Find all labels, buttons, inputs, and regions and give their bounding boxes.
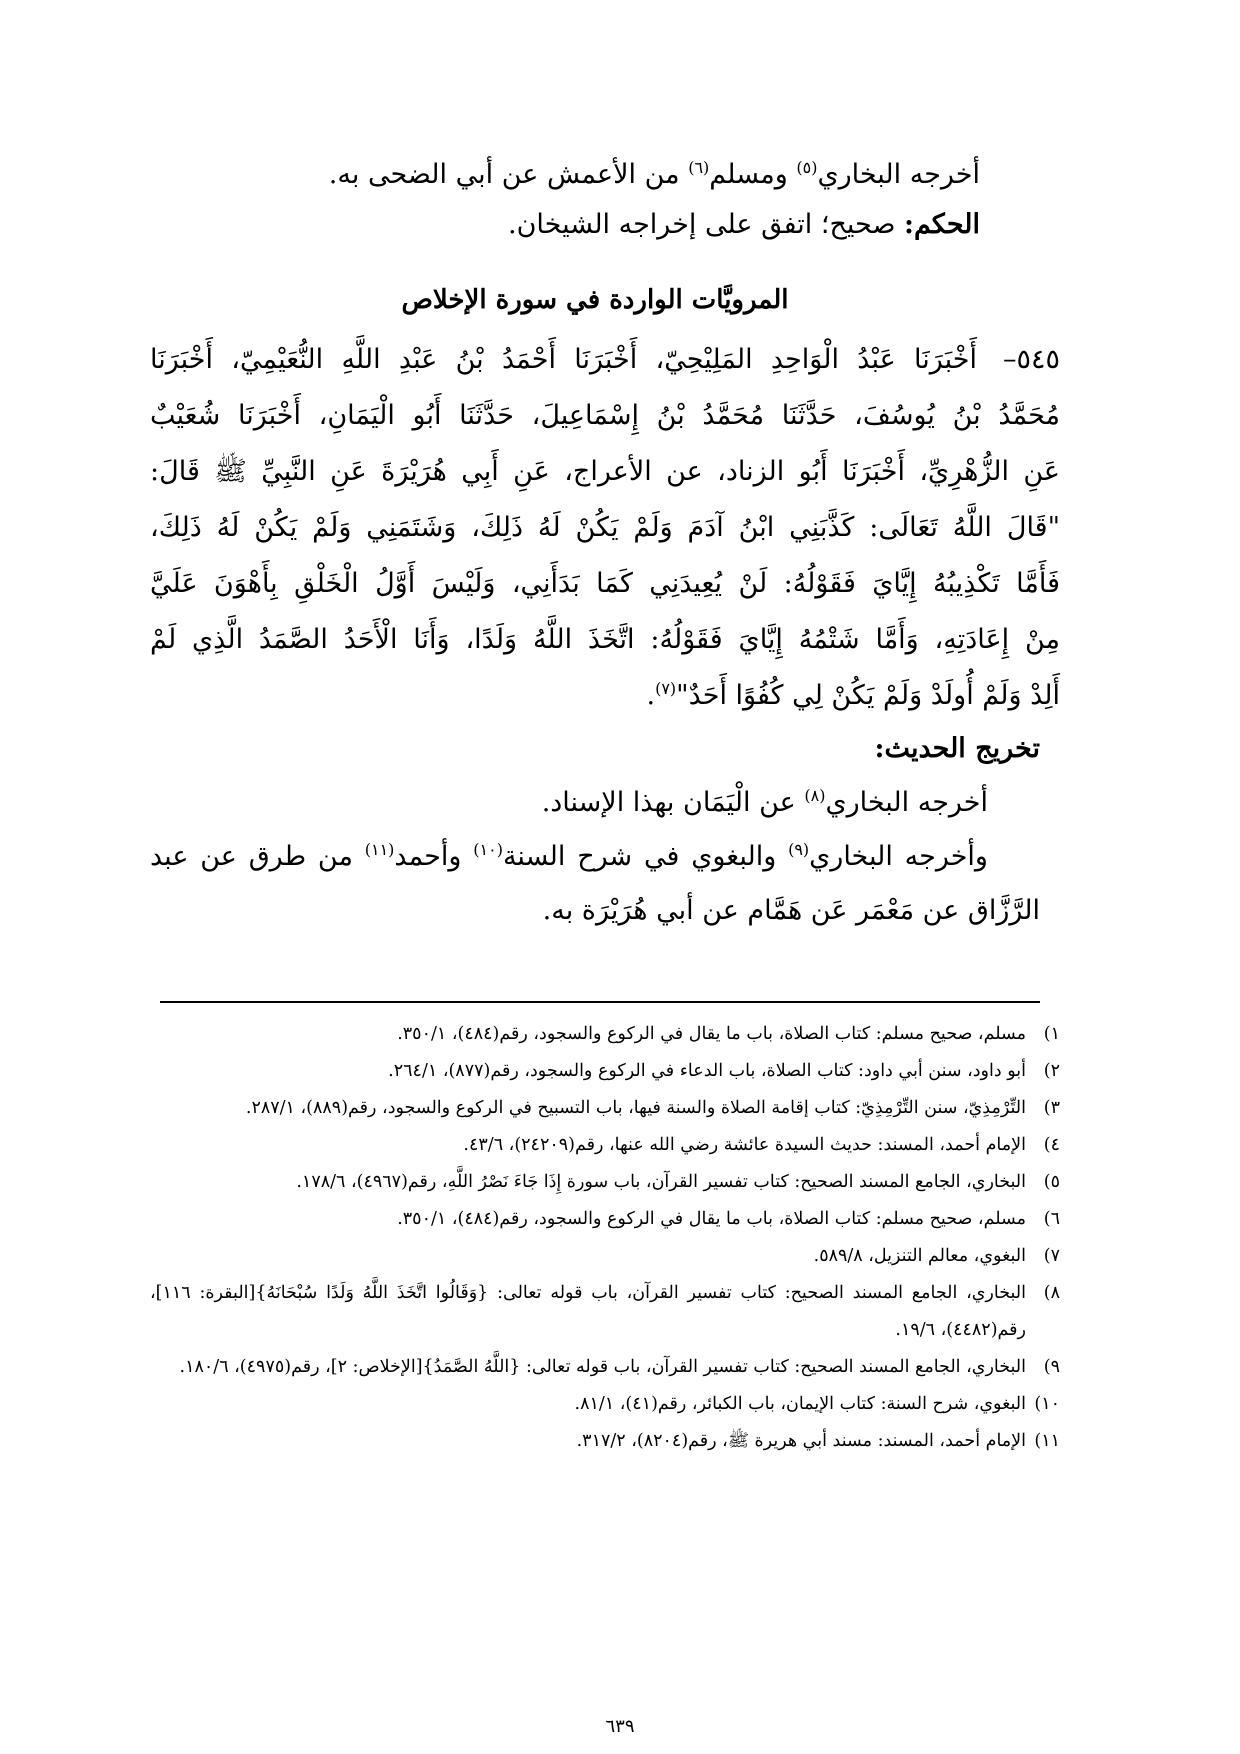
hadith-row-2: مُحَمَّدُ بْنُ يُوسُفَ، حَدَّثَنَا مُحَمَّدُ بْنُ إِسْمَاعِيلَ، حَدَّثَنَا أَبُو الْيَمَانِ، أَخْبَرَنَا شُعَيْبٌ <box>150 400 1060 431</box>
footnote-4 <box>150 1127 1060 1164</box>
hadith-row-3: عَنِ الزُّهْرِيِّ، أَخْبَرَنَا أَبُو الزناد، عن الأعراج، عَنِ أَبِي هُرَيْرَةَ عَنِ النَّبِيِّ ﷺ قَالَ: <box>150 456 1060 487</box>
footnote-5 <box>150 1164 1060 1201</box>
footnote-text: الإمام أحمد، المسند: مسند أبي هريرة ﷺ، رقم(٨٢٠٤)، ٣١٧/٢. <box>576 1431 1026 1451</box>
footnote-text: أبو داود، سنن أبي داود: كتاب الصلاة، باب الدعاء في الركوع والسجود، رقم(٨٧٧)، ٢٦٤/١. <box>388 1061 1026 1081</box>
takhrij-label: تخريج الحديث: <box>874 733 1040 764</box>
text-run: عن الْيَمَان بهذا الإسناد. <box>541 787 805 818</box>
footnotes <box>150 1016 1060 1460</box>
hadith-row-5: فَأَمَّا تَكْذِيبُهُ إِيَّايَ فَقَوْلُهُ: لَنْ يُعِيدَنِي كَمَا بَدَأَنِي، وَلَيْسَ أَوَّلُ الْخَلْقِ بِأَهْوَنَ عَلَيَّ <box>150 568 1060 599</box>
text-run: وأحمد <box>394 841 474 872</box>
footnote-text: مسلم، صحيح مسلم: كتاب الصلاة، باب ما يقال في الركوع والسجود، رقم(٤٨٤)، ٣٥٠/١. <box>397 1024 1026 1044</box>
footnote-number: ٦) <box>1043 1209 1060 1229</box>
hadith-number: ٥٤٥– <box>1002 344 1060 375</box>
hukm-text: صحيح؛ اتفق على إخراجه الشيخان. <box>508 209 904 240</box>
hadith-row-4: "قَالَ اللَّهُ تَعَالَى: كَذَّبَنِي ابْنُ آدَمَ وَلَمْ يَكُنْ لَهُ ذَلِكَ، وَشَتَمَنِي وَلَمْ يَكُنْ لَهُ ذَلِكَ، <box>150 512 1060 543</box>
footnote-number: ٩) <box>1043 1357 1060 1377</box>
text-run: من طرق عن عبد <box>150 841 365 872</box>
footnote-number: ١) <box>1043 1024 1060 1044</box>
text-run: أَخْبَرَنَا عَبْدُ الْوَاحِدِ المَلِيْحِيّ، أَخْبَرَنَا أَحْمَدُ بْنُ عَبْدِ اللَّهِ النُّعَيْمِيّ، أَخْبَرَنَا <box>150 344 977 375</box>
footnote-separator <box>160 1001 1040 1003</box>
text-run: وأخرجه البخاري <box>809 841 988 872</box>
footnote-1 <box>150 1016 1060 1053</box>
text-run: والبغوي في شرح السنة <box>502 841 789 872</box>
footnote-ref-5[interactable]: (٥) <box>796 158 818 177</box>
section-heading: المرويَّات الواردة في سورة الإخلاص <box>401 285 789 315</box>
text-run: أخرجه البخاري <box>825 787 988 818</box>
hadith-row-6: مِنْ إِعَادَتِهِ، وَأَمَّا شَتْمُهُ إِيَّايَ فَقَوْلُهُ: اتَّخَذَ اللَّهُ وَلَدًا، وَأَنَا الْأَحَدُ الصَّمَدُ الَّذِي لَمْ <box>150 624 1060 655</box>
footnote-text: البغوي، معالم التنزيل، ٥٨٩/٨. <box>813 1246 1026 1266</box>
takhrij-p1 <box>150 776 1040 830</box>
footnote-number: ٨) <box>1043 1283 1060 1303</box>
footnote-number: ٤) <box>1043 1135 1060 1155</box>
footnote-number: ٢) <box>1043 1061 1060 1081</box>
takhrij-p3: الرَّزَّاق عن مَعْمَر عَن هَمَّام عن أبي هُرَيْرَة به. <box>542 895 1040 926</box>
footnote-text: البخاري، الجامع المسند الصحيح: كتاب تفسير القرآن، باب سورة إِذَا جَاءَ نَصْرُ اللَّهِ، رقم(٤٩٦٧)، ١٧٨/٦. <box>296 1172 1026 1192</box>
text-run: . <box>646 680 656 711</box>
footnote-number: ٥) <box>1043 1172 1060 1192</box>
takhrij-section <box>150 722 1040 938</box>
footnote-text: مسلم، صحيح مسلم: كتاب الصلاة، باب ما يقال في الركوع والسجود، رقم(٤٨٤)، ٣٥٠/١. <box>397 1209 1026 1229</box>
text-run: أخرجه البخاري <box>817 159 980 190</box>
footnote-10 <box>150 1386 1060 1423</box>
footnote-text: التِّرْمِذِيّ، سنن التِّرْمِذِيّ: كتاب إقامة الصلاة والسنة فيها، باب التسبيح في الركوع والسجود، رقم(٨٨٩)، ٢٨٧/١. <box>245 1098 1026 1118</box>
footnote-number: ٣) <box>1043 1098 1060 1118</box>
footnote-ref-10[interactable]: (١٠) <box>473 840 503 859</box>
takhrij-p2 <box>150 830 1040 884</box>
footnote-9 <box>150 1349 1060 1386</box>
footnote-number: ٧) <box>1043 1246 1060 1266</box>
hadith-545 <box>150 332 1060 724</box>
footnote-ref-9[interactable]: (٩) <box>788 840 810 859</box>
hukm-line <box>240 200 980 250</box>
footnote-8 <box>150 1275 1060 1349</box>
intro-lines <box>240 150 980 250</box>
hadith-row-7 <box>150 668 1060 724</box>
text-run: أَلِدْ وَلَمْ أُولَدْ وَلَمْ يَكُنْ لِي كُفُوًا أَحَدٌ" <box>676 680 1060 711</box>
footnote-3 <box>150 1090 1060 1127</box>
footnote-text: البخاري، الجامع المسند الصحيح: كتاب تفسير القرآن، باب قوله تعالى: {اللَّهُ الصَّمَدُ}[الإخلاص: ٢]، رقم(٤٩٧٥)، ١٨٠/٦. <box>179 1357 1026 1377</box>
footnote-ref-6[interactable]: (٦) <box>688 158 710 177</box>
footnote-ref-11[interactable]: (١١) <box>364 840 395 859</box>
hadith-row-1 <box>150 332 1060 388</box>
hukm-label: الحكم: <box>903 209 980 240</box>
takhrij-line-prev <box>240 150 980 200</box>
footnote-11 <box>150 1423 1060 1460</box>
footnote-2 <box>150 1053 1060 1090</box>
text-run: من الأعمش عن أبي الضحى به. <box>328 159 689 190</box>
footnote-6 <box>150 1201 1060 1238</box>
footnote-ref-8[interactable]: (٨) <box>804 786 826 805</box>
page-number: ٦٣٩ <box>605 1716 635 1737</box>
footnote-7 <box>150 1238 1060 1275</box>
footnote-number: ١٠) <box>1034 1394 1060 1414</box>
footnote-text: البغوي، شرح السنة: كتاب الإيمان، باب الكبائر، رقم(٤١)، ٨١/١. <box>574 1394 1026 1414</box>
text-run: ومسلم <box>709 159 797 190</box>
footnote-text: الإمام أحمد، المسند: حديث السيدة عائشة رضي الله عنها، رقم(٢٤٢٠٩)، ٤٣/٦. <box>463 1135 1026 1155</box>
footnote-ref-7[interactable]: (٧) <box>655 679 677 698</box>
footnote-text: البخاري، الجامع المسند الصحيح: كتاب تفسير القرآن، باب قوله تعالى: {وَقَالُوا اتَّخَذَ اللَّهُ وَلَدًا سُبْحَانَهُ}[البقرة: ١١٦]، رقم(٤٤٨٢)، ١٩/٦. <box>150 1283 1026 1340</box>
footnote-number: ١١) <box>1034 1431 1060 1451</box>
